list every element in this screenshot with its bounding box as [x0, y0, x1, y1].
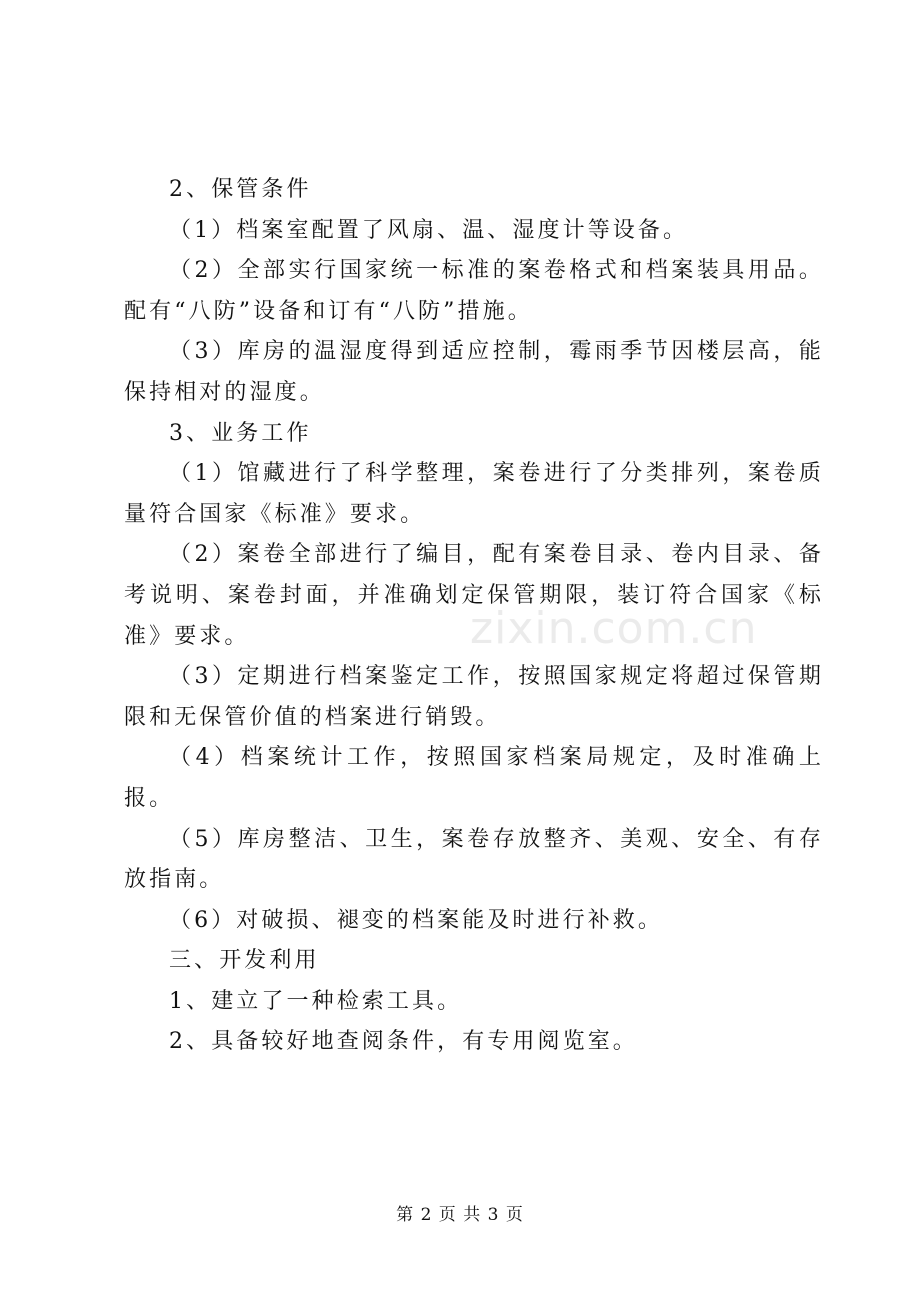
- section-heading: 3、业务工作: [169, 420, 312, 446]
- paragraph: （5）库房整洁、卫生，案卷存放整齐、美观、安全、有存放指南。: [124, 826, 824, 893]
- paragraph: （2）全部实行国家统一标准的案卷格式和档案装具用品。配有“八防”设备和订有“八防”措施。: [124, 258, 824, 324]
- paragraph: （1）馆藏进行了科学整理，案卷进行了分类排列，案卷质量符合国家《标准》要求。: [124, 461, 824, 527]
- paragraph: 1、建立了一种检索工具。: [169, 988, 463, 1014]
- paragraph: （4）档案统计工作，按照国家档案局规定，及时准确上报。: [124, 745, 824, 811]
- watermark-text: zixin.com.cn: [470, 603, 758, 654]
- section-heading: 三、开发利用: [169, 948, 320, 974]
- section-heading: 2、保管条件: [169, 177, 312, 202]
- paragraph: 2、具备较好地查阅条件，有专用阅览室。: [169, 1029, 638, 1055]
- paragraph: （3）库房的温湿度得到适应控制，霉雨季节因楼层高，能保持相对的湿度。: [124, 339, 824, 405]
- page-footer: 第 2 页 共 3 页: [396, 1205, 524, 1225]
- paragraph: （6）对破损、褪变的档案能及时进行补救。: [169, 907, 663, 933]
- paragraph: （2）案卷全部进行了编目，配有案卷目录、卷内目录、备考说明、案卷封面，并准确划定保管期限，装订符合国家《标准》要求。: [124, 542, 824, 649]
- document-body: [124, 170, 824, 1063]
- paragraph: （3）定期进行档案鉴定工作，按照国家规定将超过保管期限和无保管价值的档案进行销毁。: [124, 664, 824, 730]
- paragraph: （1）档案室配置了风扇、温、湿度计等设备。: [169, 217, 689, 243]
